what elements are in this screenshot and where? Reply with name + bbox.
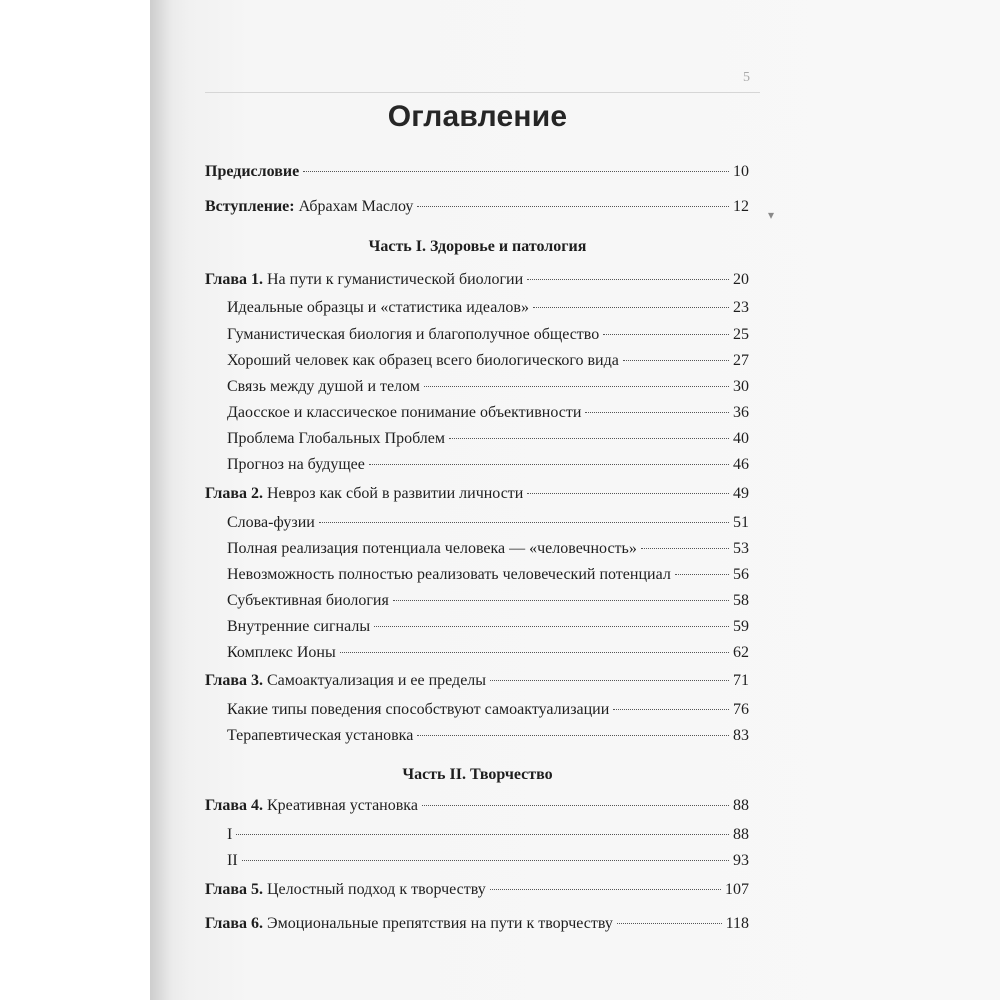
entry-text: Терапевтическая установка [227, 727, 414, 744]
entry-text: Невроз как сбой в развитии личности [263, 485, 524, 502]
toc-entry-section[interactable] [227, 377, 749, 397]
dot-leader [675, 574, 729, 575]
toc-entry-section[interactable] [227, 455, 749, 475]
entry-text: Прогноз на будущее [227, 456, 365, 473]
toc-entry-section[interactable] [227, 325, 749, 345]
toc-entry-section[interactable] [227, 298, 749, 318]
dot-leader [527, 279, 729, 280]
toc-entry-chapter-1[interactable] [205, 270, 749, 290]
entry-text: Абрахам Маслоу [294, 198, 414, 215]
page-number: 88 [733, 826, 749, 843]
toc-entry-section[interactable] [227, 825, 749, 845]
page-number: 10 [733, 163, 749, 180]
part-2-title: Часть II. Творчество [402, 766, 553, 783]
entry-label: Глава 2. [205, 485, 263, 502]
page-number: 27 [733, 352, 749, 369]
entry-label: Предисловие [205, 163, 300, 180]
page-number: 53 [733, 540, 749, 557]
page-number: 49 [733, 485, 749, 502]
toc-title: Оглавление [387, 100, 568, 133]
dot-leader [527, 493, 729, 494]
entry-text: Самоактуализация и ее пределы [263, 672, 487, 689]
toc-entry-section[interactable] [227, 539, 749, 559]
page-number: 88 [733, 797, 749, 814]
page-number: 118 [725, 915, 749, 932]
dot-leader [585, 412, 729, 413]
running-header-rule [205, 82, 760, 93]
dot-leader [617, 923, 722, 924]
dot-leader [236, 834, 729, 835]
entry-label: Глава 4. [205, 797, 263, 814]
page-number: 40 [733, 430, 749, 447]
toc-entry-section[interactable] [227, 565, 749, 585]
entry-text: Субъективная биология [227, 592, 389, 609]
entry-label: Глава 5. [205, 881, 263, 898]
dot-leader [242, 860, 729, 861]
page-number: 30 [733, 378, 749, 395]
dot-leader [417, 206, 729, 207]
dot-leader [340, 652, 729, 653]
toc-entry-chapter-6[interactable] [205, 914, 749, 934]
toc-entry-section[interactable] [227, 429, 749, 449]
dot-leader [369, 464, 729, 465]
dot-leader [623, 360, 729, 361]
page-number: 36 [733, 404, 749, 421]
toc-entry-chapter-2[interactable] [205, 484, 749, 504]
entry-text: Внутренние сигналы [227, 618, 371, 635]
entry-text: Комплекс Ионы [227, 644, 336, 661]
entry-text: Идеальные образцы и «статистика идеалов» [227, 299, 529, 316]
dot-leader [424, 386, 729, 387]
page-number: 71 [733, 672, 749, 689]
dot-leader [319, 522, 729, 523]
toc-entry-introduction[interactable] [205, 197, 749, 217]
page-number: 107 [725, 881, 749, 898]
entry-text: На пути к гуманистической биологии [263, 271, 524, 288]
page-number: 76 [733, 701, 749, 718]
margin-mark-icon: ▾ [768, 208, 775, 222]
dot-leader [393, 600, 729, 601]
entry-text: Эмоциональные препятствия на пути к творчеству [263, 915, 613, 932]
toc-entry-section[interactable] [227, 700, 749, 720]
page-number: 20 [733, 271, 749, 288]
dot-leader [417, 735, 729, 736]
dot-leader [490, 889, 721, 890]
toc-entry-section[interactable] [227, 513, 749, 533]
toc-entry-preface[interactable] [205, 162, 749, 182]
page-number: 83 [733, 727, 749, 744]
page-number: 12 [733, 198, 749, 215]
entry-text: Даосское и классическое понимание объективности [227, 404, 582, 421]
toc-entry-section[interactable] [227, 617, 749, 637]
entry-text: Креативная установка [263, 797, 418, 814]
entry-label: Глава 1. [205, 271, 263, 288]
page-number: 59 [733, 618, 749, 635]
toc-entry-chapter-3[interactable] [205, 671, 749, 691]
dot-leader [533, 307, 729, 308]
entry-text: Полная реализация потенциала человека — «человечность» [227, 540, 637, 557]
entry-label: Глава 6. [205, 915, 263, 932]
entry-text: Невозможность полностью реализовать человеческий потенциал [227, 566, 671, 583]
page-number: 25 [733, 326, 749, 343]
entry-text: I [227, 826, 233, 843]
toc-entry-section[interactable] [227, 643, 749, 663]
page-number: 62 [733, 644, 749, 661]
dot-leader [374, 626, 729, 627]
entry-text: Связь между душой и телом [227, 378, 420, 395]
toc-entry-section[interactable] [227, 726, 749, 746]
entry-text: Проблема Глобальных Проблем [227, 430, 446, 447]
toc-entry-chapter-5[interactable] [205, 880, 749, 900]
toc-entry-section[interactable] [227, 851, 749, 871]
page-number: 46 [733, 456, 749, 473]
toc-entry-section[interactable] [227, 351, 749, 371]
dot-leader [613, 709, 729, 710]
entry-text: Целостный подход к творчеству [263, 881, 486, 898]
dot-leader [641, 548, 729, 549]
page-number: 51 [733, 514, 749, 531]
page-number: 23 [733, 299, 749, 316]
toc-entry-chapter-4[interactable] [205, 796, 749, 816]
entry-text: Хороший человек как образец всего биологического вида [227, 352, 619, 369]
gutter-shadow [150, 0, 172, 1000]
toc-entry-section[interactable] [227, 403, 749, 423]
running-header-page-number: 5 [743, 70, 750, 85]
part-1-title: Часть I. Здоровье и патология [368, 238, 587, 255]
entry-text: Слова-фузии [227, 514, 315, 531]
entry-text: Гуманистическая биология и благополучное общество [227, 326, 600, 343]
entry-label: Вступление: [205, 198, 295, 215]
dot-leader [449, 438, 729, 439]
page-number: 56 [733, 566, 749, 583]
page-number: 58 [733, 592, 749, 609]
entry-text: II [227, 852, 238, 869]
entry-label: Глава 3. [205, 672, 263, 689]
entry-text: Какие типы поведения способствуют самоактуализации [227, 701, 610, 718]
page-number: 93 [733, 852, 749, 869]
dot-leader [490, 680, 729, 681]
dot-leader [303, 171, 729, 172]
dot-leader [422, 805, 729, 806]
dot-leader [603, 334, 729, 335]
toc-entry-section[interactable] [227, 591, 749, 611]
